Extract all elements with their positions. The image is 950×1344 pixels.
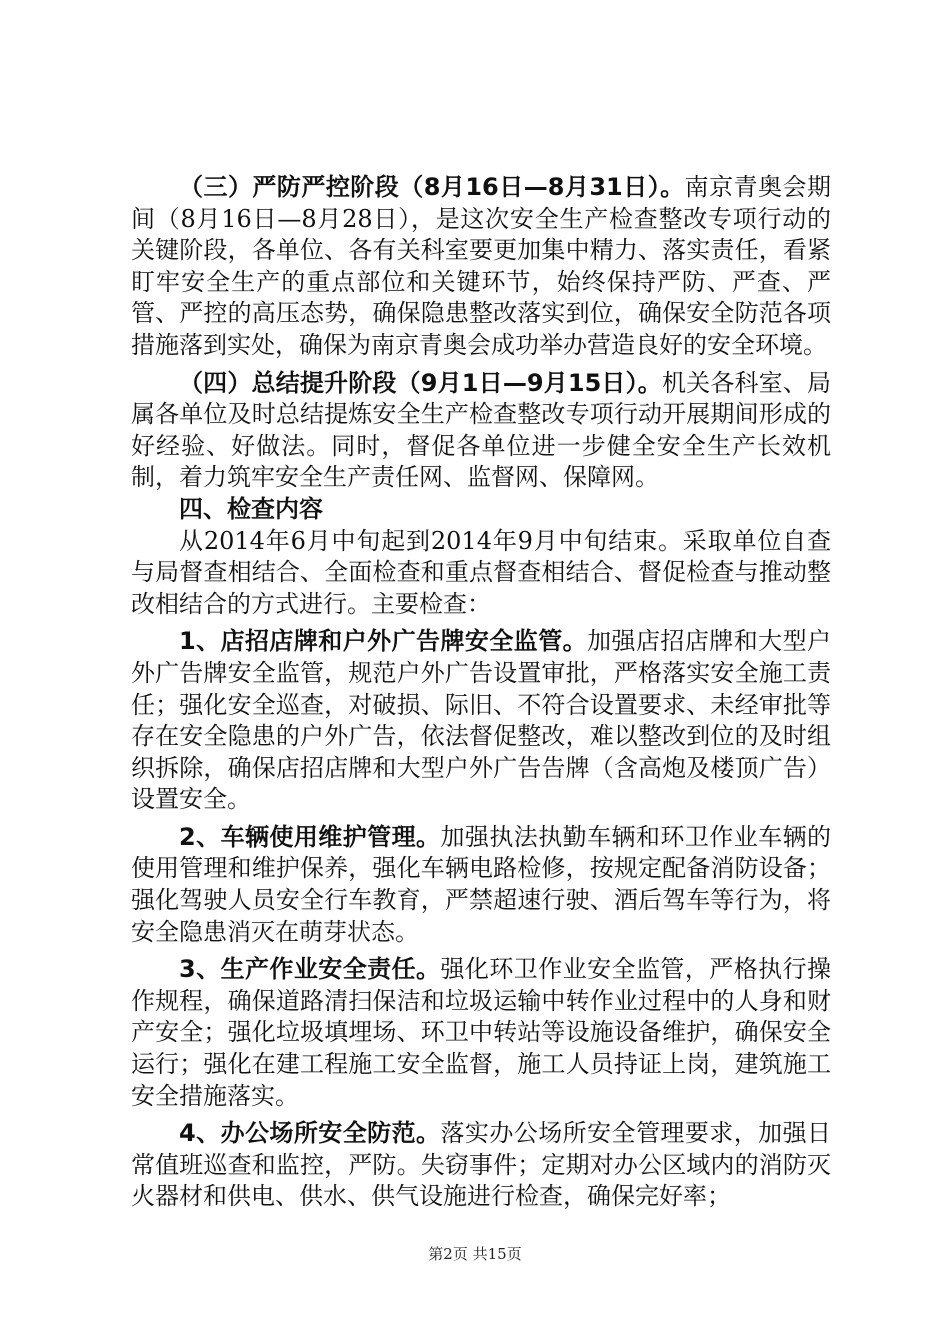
section-heading-inspection xyxy=(131,494,831,526)
paragraph-stage-three xyxy=(131,172,831,362)
page-number-footer: 第2页 共15页 xyxy=(428,1245,522,1263)
paragraph-heading: 4、办公场所安全防范。 xyxy=(179,1119,441,1148)
paragraph-text: 加强执法执勤车辆和环卫作业车辆的使用管理和维护保养，强化车辆电路检修，按规定配备消防设备；强化驾驶人员安全行车教育，严禁超速行驶、酒后驾车等行为，将安全隐患消灭在萌芽状态。 xyxy=(131,822,832,946)
paragraph-heading: 2、车辆使用维护管理。 xyxy=(179,822,441,851)
paragraph-text: 南京青奥会期间（8月16日—8月28日），是这次安全生产检查整改专项行动的关键阶段，各单位、各有关科室要更加集中精力、落实责任，看紧盯牢安全生产的重点部位和关键环节，始终保持严防、严查、严管、严控的高压态势，确保隐患整改落实到位，确保安全防范各项措施落到实处，确保为南京青奥会成功举办营造良好的安全环境。 xyxy=(131,173,831,359)
paragraph-text: 机关各科室、局属各单位及时总结提炼安全生产检查整改专项行动开展期间形成的好经验、好做法。同时，督促各单位进一步健全安全生产长效机制，着力筑牢安全生产责任网、监督网、保障网。 xyxy=(131,368,832,492)
paragraph-stage-four xyxy=(131,368,831,494)
paragraph-item-offices xyxy=(131,1118,831,1213)
section-heading: 四、检查内容 xyxy=(179,494,323,523)
paragraph-text: 加强店招店牌和大型户外广告牌安全监管，规范户外广告设置审批，严格落实安全施工责任；强化安全巡查，对破损、际旧、不符合设置要求、未经审批等存在安全隐患的户外广告，依法督促整改，难以整改到位的及时组织拆除，确保店招店牌和大型户外广告告牌（含高炮及楼顶广告）设置安全。 xyxy=(131,627,832,814)
paragraph-text: 落实办公场所安全管理要求，加强日常值班巡查和监控，严防。失窃事件；定期对办公区域内的消防灭火器材和供电、供水、供气设施进行检查，确保完好率； xyxy=(131,1119,832,1211)
paragraph-heading: （三）严防严控阶段（8月16日—8月31日）。 xyxy=(179,173,685,201)
paragraph-item-signboards xyxy=(131,626,831,816)
paragraph-heading: （四）总结提升阶段（9月1日—9月15日）。 xyxy=(179,368,662,397)
paragraph-text: 从2014年6月中旬起到2014年9月中旬结束。采取单位自查与局督查相结合、全面检查和重点督查相结合、督促检查与推动整改相结合的方式进行。主要检查： xyxy=(131,526,831,618)
paragraph-text: 强化环卫作业安全监管，严格执行操作规程，确保道路清扫保洁和垃圾运输中转作业过程中的人身和财产安全；强化垃圾填埋场、环卫中转站等设施设备维护，确保安全运行；强化在建工程施工安全监督，施工人员持证上岗，建筑施工安全措施落实。 xyxy=(131,955,832,1110)
paragraph-heading: 3、生产作业安全责任。 xyxy=(179,955,441,984)
document-body xyxy=(131,172,831,1213)
paragraph-item-vehicles xyxy=(131,822,831,948)
paragraph-inspection-period xyxy=(131,526,831,621)
paragraph-heading: 1、店招店牌和户外广告牌安全监管。 xyxy=(179,627,588,656)
paragraph-item-operations xyxy=(131,954,831,1112)
